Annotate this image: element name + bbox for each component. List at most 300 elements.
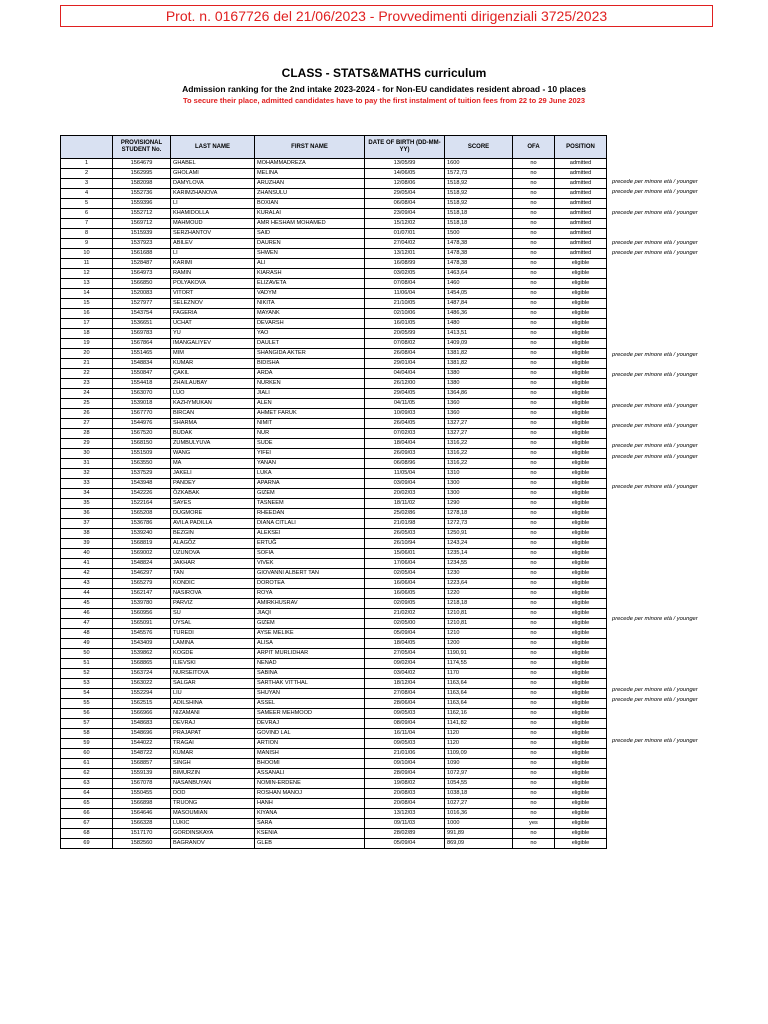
cell-row-index: 36 bbox=[61, 509, 113, 519]
cell-score: 1409,09 bbox=[445, 339, 513, 349]
cell-student-no: 1569002 bbox=[113, 549, 171, 559]
cell-score: 1290 bbox=[445, 499, 513, 509]
cell-student-no: 1544976 bbox=[113, 419, 171, 429]
cell-student-no: 1560956 bbox=[113, 609, 171, 619]
cell-score: 1220 bbox=[445, 589, 513, 599]
cell-score: 1327,27 bbox=[445, 429, 513, 439]
cell-first-name: JIAQI bbox=[255, 609, 365, 619]
table-row bbox=[61, 729, 607, 739]
cell-ofa: no bbox=[513, 809, 555, 819]
cell-last-name: BEZGIN bbox=[171, 529, 255, 539]
tie-break-note bbox=[612, 584, 768, 594]
cell-last-name: NURSEITOVA bbox=[171, 669, 255, 679]
cell-date-of-birth: 07/08/04 bbox=[365, 279, 445, 289]
tie-break-note bbox=[612, 320, 768, 330]
cell-last-name: TRUONG bbox=[171, 799, 255, 809]
cell-row-index: 57 bbox=[61, 719, 113, 729]
cell-ofa: no bbox=[513, 619, 555, 629]
cell-student-no: 1536786 bbox=[113, 519, 171, 529]
tie-break-note bbox=[612, 218, 768, 228]
table-row bbox=[61, 339, 607, 349]
cell-ofa: no bbox=[513, 329, 555, 339]
cell-first-name: MANISH bbox=[255, 749, 365, 759]
cell-ofa: no bbox=[513, 369, 555, 379]
cell-score: 991,89 bbox=[445, 829, 513, 839]
cell-date-of-birth: 15/06/01 bbox=[365, 549, 445, 559]
cell-student-no: 1552712 bbox=[113, 209, 171, 219]
cell-student-no: 1548834 bbox=[113, 359, 171, 369]
cell-score: 1360 bbox=[445, 409, 513, 419]
cell-position: eligible bbox=[555, 359, 607, 369]
cell-position: eligible bbox=[555, 339, 607, 349]
cell-ofa: no bbox=[513, 759, 555, 769]
table-row bbox=[61, 329, 607, 339]
cell-date-of-birth: 11/05/04 bbox=[365, 469, 445, 479]
table-row bbox=[61, 199, 607, 209]
tie-break-note bbox=[612, 167, 768, 177]
table-header-row bbox=[61, 136, 607, 159]
cell-first-name: SHANGIDA AKTER bbox=[255, 349, 365, 359]
cell-student-no: 1552736 bbox=[113, 189, 171, 199]
cell-position: eligible bbox=[555, 319, 607, 329]
cell-row-index: 31 bbox=[61, 459, 113, 469]
table-row bbox=[61, 769, 607, 779]
col-header-last-name: LAST NAME bbox=[171, 136, 255, 159]
cell-student-no: 1515939 bbox=[113, 229, 171, 239]
cell-last-name: ILIEVSKI bbox=[171, 659, 255, 669]
cell-position: eligible bbox=[555, 629, 607, 639]
cell-last-name: KAZHYMUKAN bbox=[171, 399, 255, 409]
table-row bbox=[61, 639, 607, 649]
cell-last-name: SELEZNOV bbox=[171, 299, 255, 309]
cell-last-name: LUKIC bbox=[171, 819, 255, 829]
cell-position: admitted bbox=[555, 169, 607, 179]
cell-date-of-birth: 26/08/04 bbox=[365, 349, 445, 359]
tie-break-note: precede per minore età / younger bbox=[612, 697, 698, 704]
tie-break-note bbox=[612, 289, 768, 299]
cell-date-of-birth: 09/05/03 bbox=[365, 739, 445, 749]
cell-position: admitted bbox=[555, 249, 607, 259]
cell-row-index: 69 bbox=[61, 839, 113, 849]
col-header-student-no: PROVISIONAL STUDENT No. bbox=[113, 136, 171, 159]
tie-break-note bbox=[612, 512, 768, 522]
table-row bbox=[61, 809, 607, 819]
cell-position: eligible bbox=[555, 619, 607, 629]
cell-student-no: 1552294 bbox=[113, 689, 171, 699]
cell-date-of-birth: 26/10/94 bbox=[365, 539, 445, 549]
tie-break-note bbox=[612, 391, 768, 401]
cell-student-no: 1565091 bbox=[113, 619, 171, 629]
cell-date-of-birth: 01/07/01 bbox=[365, 229, 445, 239]
cell-ofa: no bbox=[513, 449, 555, 459]
cell-ofa: no bbox=[513, 489, 555, 499]
tie-break-note bbox=[612, 553, 768, 563]
cell-position: eligible bbox=[555, 459, 607, 469]
cell-position: eligible bbox=[555, 589, 607, 599]
cell-last-name: TUREDI bbox=[171, 629, 255, 639]
cell-student-no: 1551465 bbox=[113, 349, 171, 359]
cell-score: 1016,36 bbox=[445, 809, 513, 819]
cell-position: eligible bbox=[555, 479, 607, 489]
cell-student-no: 1567770 bbox=[113, 409, 171, 419]
cell-row-index: 17 bbox=[61, 319, 113, 329]
cell-date-of-birth: 16/11/04 bbox=[365, 729, 445, 739]
page-subtitle: Admission ranking for the 2nd intake 2023-2024 - for Non-EU candidates resident abroad - 10 places bbox=[182, 84, 586, 94]
cell-student-no: 1567078 bbox=[113, 779, 171, 789]
payment-notice: To secure their place, admitted candidates have to pay the first instalment of tuition fees from 22 to 29 June 2023 bbox=[182, 96, 586, 105]
cell-row-index: 13 bbox=[61, 279, 113, 289]
cell-score: 1316,22 bbox=[445, 459, 513, 469]
tie-break-note bbox=[612, 665, 768, 675]
tie-break-note bbox=[612, 533, 768, 543]
cell-score: 1163,64 bbox=[445, 679, 513, 689]
cell-row-index: 50 bbox=[61, 649, 113, 659]
cell-date-of-birth: 14/06/05 bbox=[365, 169, 445, 179]
table-row bbox=[61, 579, 607, 589]
cell-student-no: 1548696 bbox=[113, 729, 171, 739]
cell-score: 1120 bbox=[445, 739, 513, 749]
cell-date-of-birth: 09/11/03 bbox=[365, 819, 445, 829]
table-row bbox=[61, 289, 607, 299]
table-row bbox=[61, 469, 607, 479]
cell-position: eligible bbox=[555, 769, 607, 779]
cell-first-name: KIARASH bbox=[255, 269, 365, 279]
cell-first-name: AYSE MELIKE bbox=[255, 629, 365, 639]
cell-first-name: NENAD bbox=[255, 659, 365, 669]
cell-score: 1038,18 bbox=[445, 789, 513, 799]
cell-first-name: GLEB bbox=[255, 839, 365, 849]
tie-break-note: precede per minore età / younger bbox=[612, 423, 698, 430]
cell-student-no: 1539018 bbox=[113, 399, 171, 409]
cell-position: eligible bbox=[555, 579, 607, 589]
table-row bbox=[61, 319, 607, 329]
cell-position: eligible bbox=[555, 659, 607, 669]
cell-ofa: no bbox=[513, 349, 555, 359]
cell-first-name: SAID bbox=[255, 229, 365, 239]
tie-break-note bbox=[612, 157, 768, 167]
cell-position: eligible bbox=[555, 549, 607, 559]
cell-first-name: SUDE bbox=[255, 439, 365, 449]
cell-first-name: AMR HESHAM MOHAMED bbox=[255, 219, 365, 229]
cell-date-of-birth: 07/02/03 bbox=[365, 429, 445, 439]
cell-row-index: 3 bbox=[61, 179, 113, 189]
cell-row-index: 24 bbox=[61, 389, 113, 399]
cell-ofa: no bbox=[513, 169, 555, 179]
cell-position: eligible bbox=[555, 699, 607, 709]
cell-date-of-birth: 23/09/04 bbox=[365, 209, 445, 219]
cell-student-no: 1564646 bbox=[113, 809, 171, 819]
table-row bbox=[61, 209, 607, 219]
tie-break-note bbox=[612, 797, 768, 807]
tie-break-note bbox=[612, 492, 768, 502]
table-row bbox=[61, 719, 607, 729]
cell-first-name: SHWEN bbox=[255, 249, 365, 259]
cell-score: 1316,22 bbox=[445, 439, 513, 449]
tie-break-note bbox=[612, 726, 768, 736]
tie-break-note: precede per minore età / younger bbox=[612, 189, 698, 196]
cell-score: 1518,18 bbox=[445, 209, 513, 219]
cell-last-name: JAKELI bbox=[171, 469, 255, 479]
tie-break-note bbox=[612, 807, 768, 817]
cell-student-no: 1539862 bbox=[113, 649, 171, 659]
cell-date-of-birth: 18/12/04 bbox=[365, 679, 445, 689]
cell-row-index: 48 bbox=[61, 629, 113, 639]
table-row bbox=[61, 609, 607, 619]
cell-date-of-birth: 26/09/03 bbox=[365, 449, 445, 459]
cell-date-of-birth: 04/04/04 bbox=[365, 369, 445, 379]
cell-first-name: ROYA bbox=[255, 589, 365, 599]
cell-ofa: no bbox=[513, 389, 555, 399]
cell-position: eligible bbox=[555, 779, 607, 789]
cell-last-name: SHARMA bbox=[171, 419, 255, 429]
table-row bbox=[61, 619, 607, 629]
cell-score: 1109,09 bbox=[445, 749, 513, 759]
cell-ofa: no bbox=[513, 709, 555, 719]
cell-date-of-birth: 25/02/86 bbox=[365, 509, 445, 519]
tie-break-note bbox=[612, 299, 768, 309]
cell-last-name: BIRCAN bbox=[171, 409, 255, 419]
cell-ofa: no bbox=[513, 569, 555, 579]
cell-first-name: BHOOMI bbox=[255, 759, 365, 769]
cell-first-name: ARTION bbox=[255, 739, 365, 749]
cell-last-name: ÇAKIL bbox=[171, 369, 255, 379]
cell-first-name: LUKA bbox=[255, 469, 365, 479]
cell-last-name: DAMYLOVA bbox=[171, 179, 255, 189]
tie-break-note bbox=[612, 259, 768, 269]
cell-row-index: 61 bbox=[61, 759, 113, 769]
cell-position: admitted bbox=[555, 229, 607, 239]
cell-first-name: KSENIA bbox=[255, 829, 365, 839]
table-row bbox=[61, 669, 607, 679]
cell-last-name: LI bbox=[171, 249, 255, 259]
cell-position: eligible bbox=[555, 259, 607, 269]
cell-last-name: UYSAL bbox=[171, 619, 255, 629]
tie-break-notes bbox=[612, 157, 768, 858]
cell-student-no: 1550847 bbox=[113, 369, 171, 379]
cell-score: 1478,38 bbox=[445, 249, 513, 259]
cell-last-name: ALAGÖZ bbox=[171, 539, 255, 549]
cell-row-index: 45 bbox=[61, 599, 113, 609]
cell-last-name: NASIROVA bbox=[171, 589, 255, 599]
table-row bbox=[61, 159, 607, 169]
cell-first-name: MOHAMMADREZA bbox=[255, 159, 365, 169]
cell-first-name: SHUYAN bbox=[255, 689, 365, 699]
cell-student-no: 1566966 bbox=[113, 709, 171, 719]
col-header-position: POSITION bbox=[555, 136, 607, 159]
cell-score: 1141,82 bbox=[445, 719, 513, 729]
cell-position: eligible bbox=[555, 509, 607, 519]
cell-score: 1054,55 bbox=[445, 779, 513, 789]
cell-row-index: 41 bbox=[61, 559, 113, 569]
cell-score: 1235,14 bbox=[445, 549, 513, 559]
tie-break-note bbox=[612, 523, 768, 533]
tie-break-note bbox=[612, 360, 768, 370]
table-row bbox=[61, 779, 607, 789]
cell-ofa: no bbox=[513, 609, 555, 619]
cell-last-name: GHOLAMI bbox=[171, 169, 255, 179]
cell-position: eligible bbox=[555, 559, 607, 569]
tie-break-note: precede per minore età / younger bbox=[612, 687, 698, 694]
cell-date-of-birth: 09/05/03 bbox=[365, 709, 445, 719]
tie-break-note bbox=[612, 502, 768, 512]
cell-position: eligible bbox=[555, 729, 607, 739]
tie-break-note bbox=[612, 787, 768, 797]
cell-date-of-birth: 28/02/89 bbox=[365, 829, 445, 839]
cell-row-index: 54 bbox=[61, 689, 113, 699]
col-header-index bbox=[61, 136, 113, 159]
cell-position: eligible bbox=[555, 269, 607, 279]
cell-first-name: ALISA bbox=[255, 639, 365, 649]
table-row bbox=[61, 509, 607, 519]
cell-row-index: 2 bbox=[61, 169, 113, 179]
cell-date-of-birth: 06/08/96 bbox=[365, 459, 445, 469]
cell-first-name: AMIRKHUSRAV bbox=[255, 599, 365, 609]
cell-score: 1300 bbox=[445, 489, 513, 499]
cell-student-no: 1569783 bbox=[113, 329, 171, 339]
tie-break-note: precede per minore età / younger bbox=[612, 209, 698, 216]
cell-last-name: MA bbox=[171, 459, 255, 469]
table-row bbox=[61, 239, 607, 249]
cell-last-name: KONDIC bbox=[171, 579, 255, 589]
cell-score: 1090 bbox=[445, 759, 513, 769]
tie-break-note bbox=[612, 716, 768, 726]
cell-date-of-birth: 16/06/05 bbox=[365, 589, 445, 599]
tie-break-note bbox=[612, 309, 768, 319]
cell-first-name: ELIZAVETA bbox=[255, 279, 365, 289]
cell-position: eligible bbox=[555, 679, 607, 689]
cell-student-no: 1544022 bbox=[113, 739, 171, 749]
table-row bbox=[61, 689, 607, 699]
cell-first-name: HANH bbox=[255, 799, 365, 809]
cell-last-name: MIM bbox=[171, 349, 255, 359]
cell-first-name: ARPIT MURLIDHAR bbox=[255, 649, 365, 659]
cell-date-of-birth: 04/11/05 bbox=[365, 399, 445, 409]
cell-first-name: GIZEM bbox=[255, 619, 365, 629]
cell-ofa: no bbox=[513, 659, 555, 669]
tie-break-note bbox=[612, 624, 768, 634]
cell-student-no: 1522164 bbox=[113, 499, 171, 509]
cell-position: eligible bbox=[555, 669, 607, 679]
tie-break-note bbox=[612, 645, 768, 655]
cell-ofa: no bbox=[513, 559, 555, 569]
cell-score: 1316,22 bbox=[445, 449, 513, 459]
cell-row-index: 21 bbox=[61, 359, 113, 369]
cell-date-of-birth: 03/09/04 bbox=[365, 479, 445, 489]
cell-last-name: DOD bbox=[171, 789, 255, 799]
cell-first-name: APARNA bbox=[255, 479, 365, 489]
tie-break-note bbox=[612, 431, 768, 441]
cell-position: eligible bbox=[555, 649, 607, 659]
cell-score: 1310 bbox=[445, 469, 513, 479]
cell-student-no: 1543754 bbox=[113, 309, 171, 319]
cell-row-index: 58 bbox=[61, 729, 113, 739]
cell-last-name: BIMURZIN bbox=[171, 769, 255, 779]
cell-ofa: no bbox=[513, 639, 555, 649]
table-row bbox=[61, 629, 607, 639]
tie-break-note bbox=[612, 817, 768, 827]
cell-ofa: no bbox=[513, 409, 555, 419]
cell-student-no: 1568819 bbox=[113, 539, 171, 549]
cell-last-name: SAYES bbox=[171, 499, 255, 509]
table-row bbox=[61, 259, 607, 269]
cell-student-no: 1550455 bbox=[113, 789, 171, 799]
cell-score: 1243,24 bbox=[445, 539, 513, 549]
cell-first-name: ASSEL bbox=[255, 699, 365, 709]
cell-position: eligible bbox=[555, 569, 607, 579]
tie-break-note bbox=[612, 675, 768, 685]
cell-row-index: 64 bbox=[61, 789, 113, 799]
cell-row-index: 7 bbox=[61, 219, 113, 229]
cell-first-name: YIFEI bbox=[255, 449, 365, 459]
cell-last-name: LUO bbox=[171, 389, 255, 399]
cell-ofa: no bbox=[513, 259, 555, 269]
cell-student-no: 1561688 bbox=[113, 249, 171, 259]
table-row bbox=[61, 679, 607, 689]
cell-date-of-birth: 20/08/04 bbox=[365, 799, 445, 809]
cell-row-index: 56 bbox=[61, 709, 113, 719]
cell-position: eligible bbox=[555, 449, 607, 459]
cell-position: eligible bbox=[555, 829, 607, 839]
tie-break-note bbox=[612, 198, 768, 208]
cell-date-of-birth: 03/04/02 bbox=[365, 669, 445, 679]
cell-student-no: 1554418 bbox=[113, 379, 171, 389]
cell-row-index: 9 bbox=[61, 239, 113, 249]
cell-row-index: 22 bbox=[61, 369, 113, 379]
cell-date-of-birth: 21/01/98 bbox=[365, 519, 445, 529]
cell-row-index: 65 bbox=[61, 799, 113, 809]
cell-score: 1250,91 bbox=[445, 529, 513, 539]
cell-score: 1230 bbox=[445, 569, 513, 579]
col-header-first-name: FIRST NAME bbox=[255, 136, 365, 159]
cell-last-name: GORDINSKAYA bbox=[171, 829, 255, 839]
cell-ofa: no bbox=[513, 209, 555, 219]
col-header-score: SCORE bbox=[445, 136, 513, 159]
cell-first-name: NIKITA bbox=[255, 299, 365, 309]
tie-break-note: precede per minore età / younger bbox=[612, 616, 698, 623]
cell-last-name: TAN bbox=[171, 569, 255, 579]
table-row bbox=[61, 709, 607, 719]
cell-student-no: 1562147 bbox=[113, 589, 171, 599]
cell-row-index: 67 bbox=[61, 819, 113, 829]
cell-first-name: NUR bbox=[255, 429, 365, 439]
cell-date-of-birth: 28/06/04 bbox=[365, 699, 445, 709]
cell-position: eligible bbox=[555, 429, 607, 439]
cell-ofa: no bbox=[513, 629, 555, 639]
cell-student-no: 1582560 bbox=[113, 839, 171, 849]
cell-position: eligible bbox=[555, 349, 607, 359]
cell-date-of-birth: 08/09/04 bbox=[365, 719, 445, 729]
tie-break-note bbox=[612, 573, 768, 583]
cell-position: eligible bbox=[555, 749, 607, 759]
table-row bbox=[61, 539, 607, 549]
cell-row-index: 53 bbox=[61, 679, 113, 689]
cell-first-name: ARUZHAN bbox=[255, 179, 365, 189]
cell-first-name: VIVEK bbox=[255, 559, 365, 569]
cell-row-index: 12 bbox=[61, 269, 113, 279]
table-row bbox=[61, 459, 607, 469]
tie-break-note bbox=[612, 827, 768, 837]
cell-first-name: NURKEN bbox=[255, 379, 365, 389]
cell-score: 1478,38 bbox=[445, 259, 513, 269]
cell-student-no: 1536651 bbox=[113, 319, 171, 329]
cell-student-no: 1563550 bbox=[113, 459, 171, 469]
table-row bbox=[61, 389, 607, 399]
cell-date-of-birth: 20/08/03 bbox=[365, 789, 445, 799]
cell-position: eligible bbox=[555, 499, 607, 509]
cell-position: eligible bbox=[555, 379, 607, 389]
cell-student-no: 1548824 bbox=[113, 559, 171, 569]
cell-row-index: 46 bbox=[61, 609, 113, 619]
